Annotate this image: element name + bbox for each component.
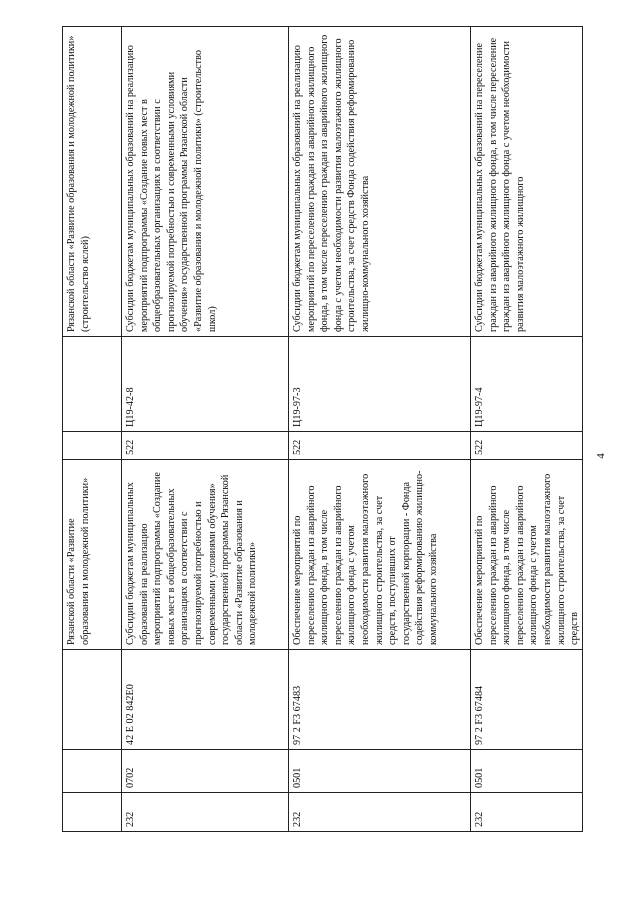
expense-type-cell (63, 432, 122, 460)
subsidy-code-cell (63, 337, 122, 432)
expense-type-cell: 522 (122, 432, 289, 460)
target-article-cell: 97 2 F3 67484 (471, 650, 583, 750)
page-number: 4 (595, 453, 607, 459)
subsidy-name-cell: Субсидии бюджетам муниципальных образований на реализацию мероприятий по переселению граждан из аварийного жилищного фонда, в том числе переселению граждан из аварийного жилищного фонда с учетом необходимости развития малоэтажного жилищного строительства, за счет средств Фонда содействия реформированию жилищно-коммунального хозяйства (289, 27, 471, 337)
section-cell: 0501 (471, 750, 583, 793)
section-cell: 0501 (289, 750, 471, 793)
expense-name-cell: Рязанской области «Развитие образования и молодежной политики» (63, 460, 122, 650)
subsidy-name-cell: Рязанской области «Развитие образования и молодежной политики» (строительство яслей) (63, 27, 122, 337)
budget-classification-table (62, 26, 583, 832)
subsidy-name-cell: Субсидии бюджетам муниципальных образований на переселение граждан из аварийного жилищного фонда, в том числе переселение граждан из аварийного жилищного фонда с учетом необходимости развития малоэтажного жилищного (471, 27, 583, 337)
table-row (289, 27, 471, 832)
grbs-cell (63, 793, 122, 832)
grbs-cell: 232 (471, 793, 583, 832)
subsidy-code-cell: Ц19-42-8 (122, 337, 289, 432)
expense-name-cell: Обеспечение мероприятий по переселению граждан из аварийного жилищного фонда, в том числе переселению граждан из аварийного жилищного фонда с учетом необходимости развития малоэтажного жилищного строительства, за счет средств, поступивших от государственной корпорации - Фонда содействия реформированию жилищно-коммунального хозяйства (289, 460, 471, 650)
grbs-cell: 232 (122, 793, 289, 832)
target-article-cell: 97 2 F3 67483 (289, 650, 471, 750)
expense-name-cell: Субсидии бюджетам муниципальных образований на реализацию мероприятий подпрограммы «Создание новых мест в общеобразовательных организациях в соответствии с прогнозируемой потребностью и современными условиями обучения» государственной программы Рязанской области «Развитие образования и молодежной политики» (122, 460, 289, 650)
table-row (122, 27, 289, 832)
expense-type-cell: 522 (471, 432, 583, 460)
rotated-table-content (62, 27, 581, 832)
rotated-table-frame (62, 27, 581, 832)
target-article-cell (63, 650, 122, 750)
subsidy-code-cell: Ц19-97-3 (289, 337, 471, 432)
expense-type-cell: 522 (289, 432, 471, 460)
subsidy-name-cell: Субсидии бюджетам муниципальных образований на реализацию мероприятий подпрограммы «Создание новых мест в общеобразовательных организациях в соответствии с прогнозируемой потребностью и современными условиями обучения» государственной программы Рязанской области «Развитие образования и молодежной политики» (строительство школ) (122, 27, 289, 337)
target-article-cell: 42 Е 02 842Е0 (122, 650, 289, 750)
grbs-cell: 232 (289, 793, 471, 832)
section-cell: 0702 (122, 750, 289, 793)
expense-name-cell: Обеспечение мероприятий по переселению граждан из аварийного жилищного фонда, в том числе переселению граждан из аварийного жилищного фонда с учетом необходимости развития малоэтажного жилищного строительства, за счет средств (471, 460, 583, 650)
table-row (471, 27, 583, 832)
section-cell (63, 750, 122, 793)
table-row (63, 27, 122, 832)
subsidy-code-cell: Ц19-97-4 (471, 337, 583, 432)
scan-corner (0, 0, 10, 10)
